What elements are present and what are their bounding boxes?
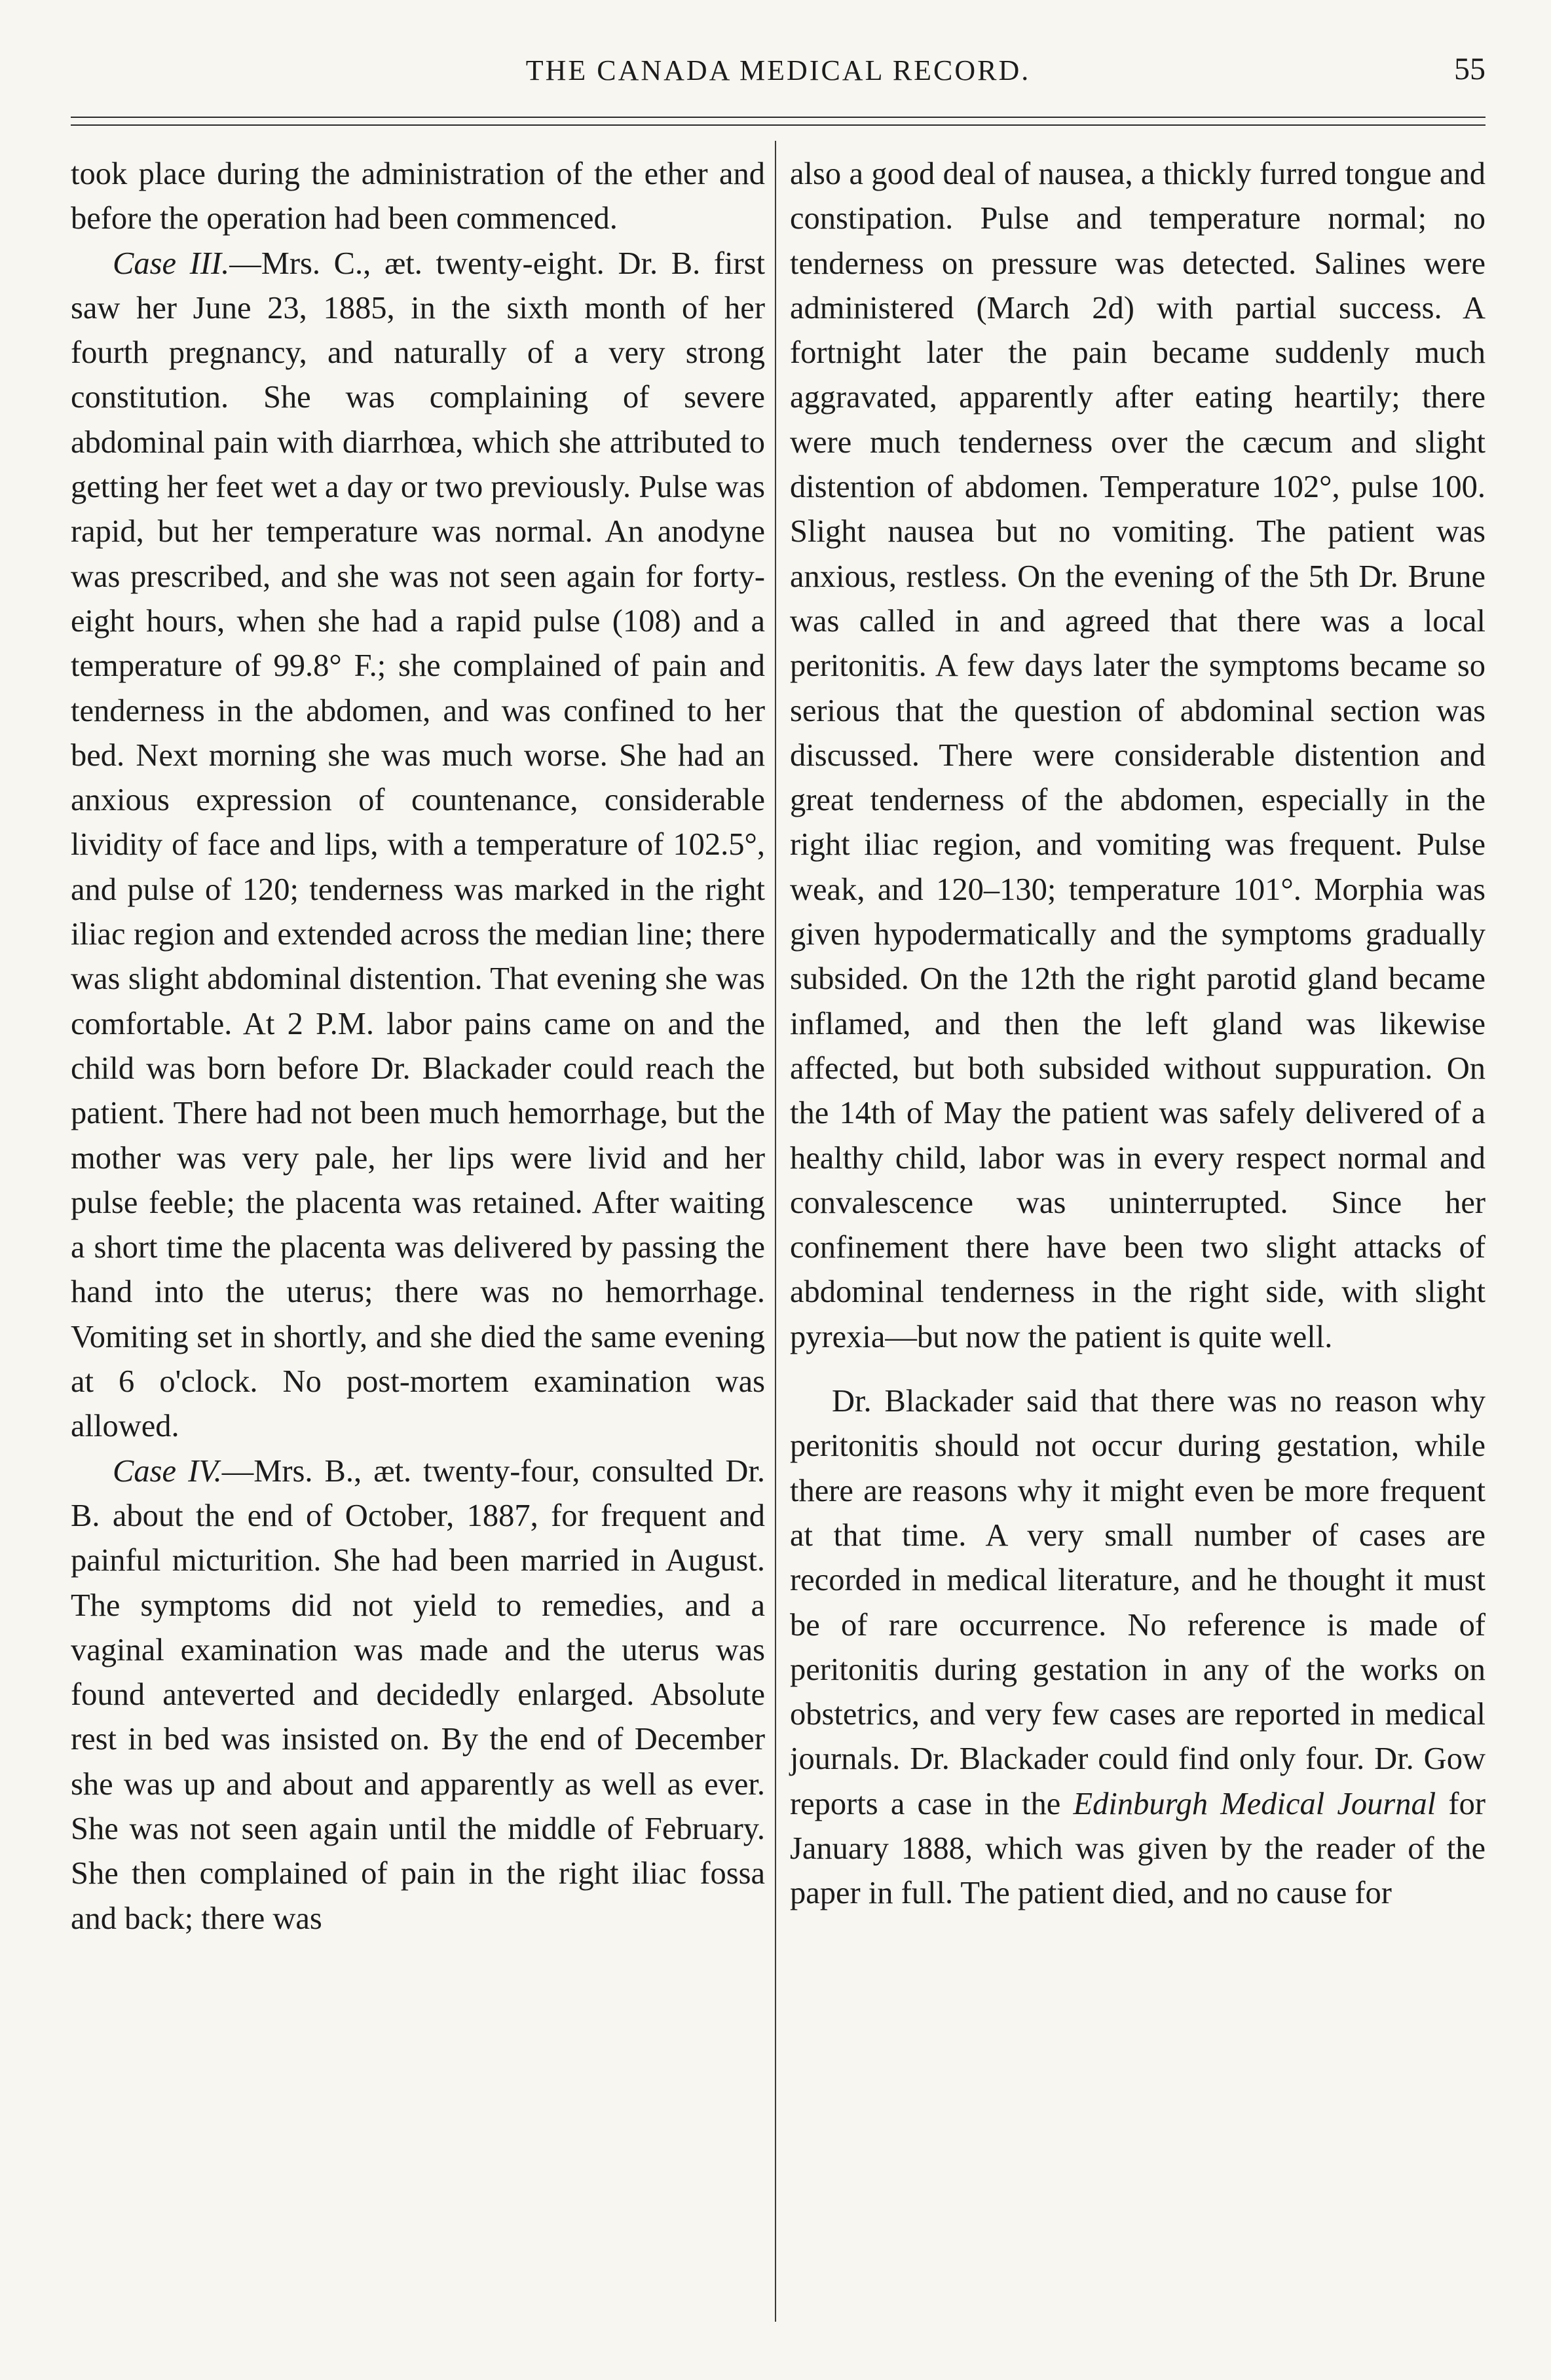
discussion-text: Dr. Blackader said that there was no reason why peritonitis should not occur during gestation, while there are reasons why it might even be more frequent at that time. A very small number of cases are recorded in medical literature, and he thought it must be of rare occurrence. No reference is made of peritonitis during gestation in any of the works on obstetrics, and very few cases are reported in medical journals. Dr. Blackader could find only four. Dr. Gow reports a case in the — [790, 1384, 1486, 1821]
page-number: 55 — [1454, 52, 1486, 86]
paragraph-case-iii — [71, 242, 765, 1449]
header-rule-top — [71, 117, 1486, 118]
discussion-text-end: for January 1888, which was given by the reader of the paper in full. The patient died, and no cause for — [790, 1786, 1486, 1911]
paragraph-continuation: also a good deal of nausea, a thickly furred tongue and constipation. Pulse and temperature normal; no tenderness on pressure was detected. Salines were administered (March 2d) with partial success. A fortnight later the pain became suddenly much aggravated, apparently after eating heartily; there were much tenderness over the cæcum and slight distention of abdomen. Temperature 102°, pulse 100. Slight nausea but no vomiting. The patient was anxious, restless. On the evening of the 5th Dr. Brune was called in and agreed that there was a local peritonitis. A few days later the symptoms became so serious that the question of abdominal section was discussed. There were considerable distention and great tenderness of the abdomen, especially in the right iliac region, and vomiting was frequent. Pulse weak, and 120–130; temperature 101°. Morphia was given hypodermatically and the symptoms gradually subsided. On the 12th the right parotid gland became inflamed, and then the left gland was likewise affected, but both subsided without suppuration. On the 14th of May the patient was safely delivered of a healthy child, labor was in every respect normal and convalescence was uninterrupted. Since her confinement there have been two slight attacks of abdominal tenderness in the right side, with slight pyrexia—but now the patient is quite well. — [790, 157, 1486, 1354]
right-column — [790, 152, 1486, 1916]
paragraph-continuation: took place during the administration of the ether and before the operation had been commenced. — [71, 157, 765, 236]
case-label: Case III. — [113, 246, 230, 281]
case-label: Case IV. — [113, 1453, 222, 1489]
paragraph-case-iv — [71, 1449, 765, 1941]
column-divider — [775, 141, 776, 2322]
journal-name: Edinburgh Medical Journal — [1073, 1786, 1436, 1821]
case-text: —Mrs. B., æt. twenty-four, consulted Dr. B. about the end of October, 1887, for frequent and painful micturition. She had been married in August. The symptoms did not yield to remedies, and a vaginal examination was made and the uterus was found anteverted and decidedly enlarged. Absolute rest in bed was insisted on. By the end of December she was up and about and apparently as well as ever. She was not seen again until the middle of February. She then complained of pain in the right iliac fossa and back; there was — [71, 1453, 765, 1936]
running-header — [71, 54, 1486, 96]
case-text: —Mrs. C., æt. twenty-eight. Dr. B. first saw her June 23, 1885, in the sixth month of her fourth pregnancy, and naturally of a very strong constitution. She was complaining of severe abdominal pain with diarrhœa, which she attributed to getting her feet wet a day or two previously. Pulse was rapid, but her temperature was normal. An anodyne was prescribed, and she was not seen again for forty-eight hours, when she had a rapid pulse (108) and a temperature of 99.8° F.; she complained of pain and tenderness in the abdomen, and was confined to her bed. Next morning she was much worse. She had an anxious expression of countenance, considerable lividity of face and lips, with a temperature of 102.5°, and pulse of 120; tenderness was marked in the right iliac region and extended across the median line; there was slight abdominal distention. That evening she was comfortable. At 2 P.M. labor pains came on and the child was born before Dr. Blackader could reach the patient. There had not been much hemorrhage, but the mother was very pale, her lips were livid and her pulse feeble; the placenta was retained. After waiting a short time the placenta was delivered by passing the hand into the uterus; there was no hemorrhage. Vomiting set in shortly, and she died the same evening at 6 o'clock. No post-mortem examination was allowed. — [71, 246, 766, 1444]
paragraph-discussion — [790, 1379, 1486, 1916]
left-column — [71, 152, 765, 1941]
journal-title: THE CANADA MEDICAL RECORD. — [525, 54, 1031, 86]
header-rule-bottom — [71, 124, 1486, 126]
